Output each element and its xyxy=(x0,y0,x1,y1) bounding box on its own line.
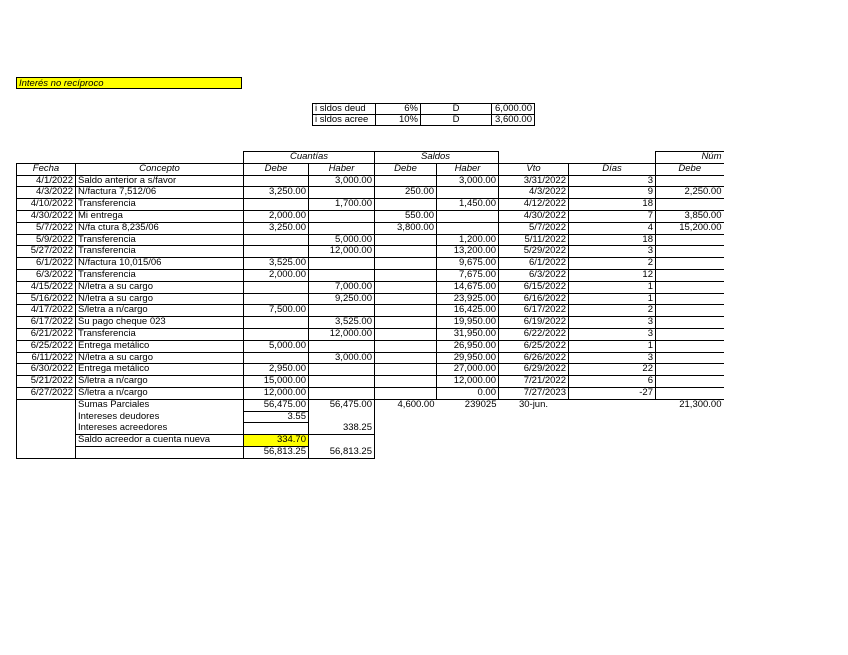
cell-dias[interactable]: 9 xyxy=(569,187,656,199)
int-acreedores-label[interactable]: Intereses acreedores xyxy=(76,423,244,435)
cell-haber[interactable] xyxy=(309,258,375,270)
total-debe[interactable]: 56,813.25 xyxy=(244,446,309,458)
totals-row xyxy=(17,446,724,458)
cell-haber[interactable] xyxy=(309,376,375,388)
cell-fecha[interactable]: 6/30/2022 xyxy=(17,364,76,376)
cell-debe[interactable]: 2,000.00 xyxy=(244,269,309,281)
cell-concepto[interactable]: N/letra a su cargo xyxy=(76,293,244,305)
col-concepto[interactable]: Concepto xyxy=(76,163,244,175)
cell-num-debe[interactable] xyxy=(656,246,724,258)
cell-saldo-haber[interactable]: 23,925.00 xyxy=(437,293,499,305)
table-row xyxy=(17,246,724,258)
cell-dias[interactable]: 1 xyxy=(569,281,656,293)
cell-vto[interactable]: 5/29/2022 xyxy=(499,246,569,258)
cell-concepto[interactable]: Entrega metálico xyxy=(76,364,244,376)
cell-vto[interactable]: 4/3/2022 xyxy=(499,187,569,199)
rate-label[interactable]: i sldos deud xyxy=(313,104,376,115)
sumas-num-debe[interactable]: 21,300.00 xyxy=(656,399,724,411)
cell-dias[interactable]: 1 xyxy=(569,293,656,305)
cell-haber[interactable] xyxy=(309,305,375,317)
cell-haber[interactable]: 9,250.00 xyxy=(309,293,375,305)
sumas-debe[interactable]: 56,475.00 xyxy=(244,399,309,411)
cell-debe[interactable] xyxy=(244,234,309,246)
table-row xyxy=(17,258,724,270)
cell-debe[interactable]: 3,525.00 xyxy=(244,258,309,270)
rate-row xyxy=(313,104,535,115)
cell-fecha[interactable]: 4/10/2022 xyxy=(17,199,76,211)
cell-vto[interactable]: 7/27/2023 xyxy=(499,387,569,399)
cell-dias[interactable]: 2 xyxy=(569,305,656,317)
rate-row xyxy=(313,115,535,126)
cell-concepto[interactable]: Transferencia xyxy=(76,234,244,246)
cell-debe[interactable] xyxy=(244,281,309,293)
cell-saldo-haber[interactable]: 31,950.00 xyxy=(437,328,499,340)
cell-saldo-haber[interactable]: 13,200.00 xyxy=(437,246,499,258)
rate-amount[interactable]: 6,000.00 xyxy=(492,104,535,115)
rate-percent[interactable]: 6% xyxy=(376,104,421,115)
group-num[interactable]: Núm xyxy=(656,152,724,164)
cell-dias[interactable]: 3 xyxy=(569,328,656,340)
cell-saldo-debe[interactable]: 3,800.00 xyxy=(375,222,437,234)
cell-debe[interactable] xyxy=(244,199,309,211)
cell-fecha[interactable]: 5/7/2022 xyxy=(17,222,76,234)
cell-dias[interactable]: 3 xyxy=(569,352,656,364)
cell-num-debe[interactable] xyxy=(656,376,724,388)
cell-fecha[interactable]: 6/3/2022 xyxy=(17,269,76,281)
cell-dias[interactable]: -27 xyxy=(569,387,656,399)
cell-dias[interactable]: 3 xyxy=(569,246,656,258)
cell-fecha[interactable]: 6/1/2022 xyxy=(17,258,76,270)
cell-dias[interactable]: 1 xyxy=(569,340,656,352)
column-header-row xyxy=(17,163,724,175)
table-row xyxy=(17,222,724,234)
cell-saldo-debe[interactable] xyxy=(375,352,437,364)
int-deudores-value[interactable]: 3.55 xyxy=(244,411,309,423)
col-haber[interactable]: Haber xyxy=(309,163,375,175)
table-row xyxy=(17,364,724,376)
table-row xyxy=(17,352,724,364)
cell-saldo-haber[interactable]: 12,000.00 xyxy=(437,376,499,388)
cell-num-debe[interactable] xyxy=(656,340,724,352)
saldo-value[interactable]: 334.70 xyxy=(244,435,309,447)
cell-saldo-debe[interactable] xyxy=(375,258,437,270)
sumas-saldo-debe[interactable]: 4,600.00 xyxy=(375,399,437,411)
cell-debe[interactable]: 7,500.00 xyxy=(244,305,309,317)
cell-saldo-haber[interactable]: 29,950.00 xyxy=(437,352,499,364)
cell-vto[interactable]: 7/21/2022 xyxy=(499,376,569,388)
cell-haber[interactable]: 3,000.00 xyxy=(309,175,375,187)
rate-type[interactable]: D xyxy=(421,115,492,126)
table-row xyxy=(17,281,724,293)
cell-dias[interactable]: 2 xyxy=(569,258,656,270)
ledger-table xyxy=(16,151,724,459)
cell-debe[interactable] xyxy=(244,246,309,258)
cell-concepto[interactable]: Entrega metálico xyxy=(76,340,244,352)
int-acreedores-row xyxy=(17,423,724,435)
table-row xyxy=(17,340,724,352)
cell-saldo-debe[interactable] xyxy=(375,175,437,187)
sumas-row xyxy=(17,399,724,411)
table-row xyxy=(17,199,724,211)
cell-fecha[interactable]: 6/11/2022 xyxy=(17,352,76,364)
cell-num-debe[interactable] xyxy=(656,387,724,399)
cell-debe[interactable] xyxy=(244,328,309,340)
sumas-vto[interactable]: 30-jun. xyxy=(499,399,569,411)
col-vto[interactable]: Vto xyxy=(499,163,569,175)
cell-saldo-haber[interactable]: 0.00 xyxy=(437,387,499,399)
cell-saldo-haber[interactable]: 27,000.00 xyxy=(437,364,499,376)
rate-type[interactable]: D xyxy=(421,104,492,115)
total-haber[interactable]: 56,813.25 xyxy=(309,446,375,458)
table-row xyxy=(17,175,724,187)
cell-haber[interactable]: 1,700.00 xyxy=(309,199,375,211)
rate-label[interactable]: i sldos acree xyxy=(313,115,376,126)
cell-vto[interactable]: 6/22/2022 xyxy=(499,328,569,340)
cell-concepto[interactable]: N/factura 7,512/06 xyxy=(76,187,244,199)
cell-fecha[interactable]: 4/15/2022 xyxy=(17,281,76,293)
rates-table xyxy=(312,103,535,126)
cell-dias[interactable]: 6 xyxy=(569,376,656,388)
saldo-label[interactable]: Saldo acreedor a cuenta nueva xyxy=(76,435,244,447)
cell-fecha[interactable]: 4/17/2022 xyxy=(17,305,76,317)
group-cuantias[interactable]: Cuantías xyxy=(244,152,375,164)
cell-num-debe[interactable] xyxy=(656,352,724,364)
cell-haber[interactable] xyxy=(309,364,375,376)
cell-vto[interactable]: 6/29/2022 xyxy=(499,364,569,376)
rate-percent[interactable]: 10% xyxy=(376,115,421,126)
table-row xyxy=(17,293,724,305)
col-fecha[interactable]: Fecha xyxy=(17,163,76,175)
cell-vto[interactable]: 6/26/2022 xyxy=(499,352,569,364)
cell-saldo-debe[interactable]: 250.00 xyxy=(375,187,437,199)
cell-debe[interactable] xyxy=(244,175,309,187)
cell-dias[interactable]: 3 xyxy=(569,175,656,187)
cell-num-debe[interactable] xyxy=(656,364,724,376)
cell-debe[interactable]: 2,950.00 xyxy=(244,364,309,376)
cell-fecha[interactable]: 5/9/2022 xyxy=(17,234,76,246)
cell-num-debe[interactable] xyxy=(656,175,724,187)
cell-num-debe[interactable] xyxy=(656,317,724,329)
cell-fecha[interactable]: 6/27/2022 xyxy=(17,387,76,399)
col-dias[interactable]: Días xyxy=(569,163,656,175)
cell-debe[interactable]: 3,250.00 xyxy=(244,222,309,234)
cell-haber[interactable] xyxy=(309,222,375,234)
group-header-row xyxy=(17,152,724,164)
cell-num-debe[interactable]: 2,250.00 xyxy=(656,187,724,199)
cell-debe[interactable]: 12,000.00 xyxy=(244,387,309,399)
cell-haber[interactable] xyxy=(309,269,375,281)
cell-saldo-debe[interactable] xyxy=(375,376,437,388)
cell-saldo-haber[interactable]: 16,425.00 xyxy=(437,305,499,317)
cell-haber[interactable]: 12,000.00 xyxy=(309,246,375,258)
cell-haber[interactable]: 3,000.00 xyxy=(309,352,375,364)
cell-num-debe[interactable] xyxy=(656,199,724,211)
cell-num-debe[interactable] xyxy=(656,305,724,317)
int-deudores-label[interactable]: Intereses deudores xyxy=(76,411,244,423)
cell-vto[interactable]: 4/12/2022 xyxy=(499,199,569,211)
cell-saldo-haber[interactable]: 26,950.00 xyxy=(437,340,499,352)
table-row xyxy=(17,387,724,399)
cell-fecha[interactable]: 4/1/2022 xyxy=(17,175,76,187)
cell-fecha[interactable]: 4/3/2022 xyxy=(17,187,76,199)
cell-dias[interactable]: 18 xyxy=(569,234,656,246)
int-acreedores-value[interactable]: 338.25 xyxy=(309,423,375,435)
cell-debe[interactable] xyxy=(244,293,309,305)
cell-concepto[interactable]: N/letra a su cargo xyxy=(76,281,244,293)
cell-fecha[interactable]: 5/21/2022 xyxy=(17,376,76,388)
table-row xyxy=(17,317,724,329)
cell-concepto[interactable]: S/letra a n/cargo xyxy=(76,305,244,317)
cell-concepto[interactable]: N/fa ctura 8,235/06 xyxy=(76,222,244,234)
cell-debe[interactable]: 5,000.00 xyxy=(244,340,309,352)
cell-vto[interactable]: 6/16/2022 xyxy=(499,293,569,305)
cell-fecha[interactable]: 4/30/2022 xyxy=(17,210,76,222)
cell-haber[interactable] xyxy=(309,340,375,352)
cell-concepto[interactable]: Transferencia xyxy=(76,246,244,258)
sheet-title: Interés no recíproco xyxy=(16,77,242,89)
cell-debe[interactable] xyxy=(244,352,309,364)
table-row xyxy=(17,234,724,246)
table-row xyxy=(17,376,724,388)
cell-fecha[interactable]: 6/17/2022 xyxy=(17,317,76,329)
cell-concepto[interactable]: Su pago cheque 023 xyxy=(76,317,244,329)
cell-saldo-haber[interactable]: 19,950.00 xyxy=(437,317,499,329)
cell-concepto[interactable]: N/factura 10,015/06 xyxy=(76,258,244,270)
cell-saldo-debe[interactable] xyxy=(375,199,437,211)
cell-saldo-haber[interactable]: 3,000.00 xyxy=(437,175,499,187)
cell-num-debe[interactable] xyxy=(656,234,724,246)
cell-vto[interactable]: 4/30/2022 xyxy=(499,210,569,222)
cell-dias[interactable]: 18 xyxy=(569,199,656,211)
cell-saldo-debe[interactable] xyxy=(375,364,437,376)
cell-haber[interactable] xyxy=(309,210,375,222)
cell-saldo-debe[interactable] xyxy=(375,234,437,246)
cell-num-debe[interactable] xyxy=(656,269,724,281)
cell-fecha[interactable]: 5/27/2022 xyxy=(17,246,76,258)
cell-num-debe[interactable] xyxy=(656,281,724,293)
cell-saldo-haber[interactable]: 1,450.00 xyxy=(437,199,499,211)
saldo-row xyxy=(17,435,724,447)
cell-vto[interactable]: 3/31/2022 xyxy=(499,175,569,187)
cell-num-debe[interactable] xyxy=(656,328,724,340)
cell-dias[interactable]: 12 xyxy=(569,269,656,281)
cell-num-debe[interactable] xyxy=(656,293,724,305)
cell-haber[interactable]: 12,000.00 xyxy=(309,328,375,340)
cell-vto[interactable]: 6/17/2022 xyxy=(499,305,569,317)
cell-vto[interactable]: 6/19/2022 xyxy=(499,317,569,329)
cell-dias[interactable]: 4 xyxy=(569,222,656,234)
cell-debe[interactable]: 3,250.00 xyxy=(244,187,309,199)
cell-dias[interactable]: 22 xyxy=(569,364,656,376)
cell-num-debe[interactable]: 3,850.00 xyxy=(656,210,724,222)
sumas-label[interactable]: Sumas Parciales xyxy=(76,399,244,411)
cell-num-debe[interactable] xyxy=(656,258,724,270)
table-row xyxy=(17,269,724,281)
cell-debe[interactable] xyxy=(244,317,309,329)
cell-saldo-debe[interactable] xyxy=(375,328,437,340)
cell-dias[interactable]: 7 xyxy=(569,210,656,222)
cell-saldo-haber[interactable]: 7,675.00 xyxy=(437,269,499,281)
cell-fecha[interactable]: 5/16/2022 xyxy=(17,293,76,305)
cell-haber[interactable]: 3,525.00 xyxy=(309,317,375,329)
table-row xyxy=(17,210,724,222)
int-deudores-row xyxy=(17,411,724,423)
cell-saldo-haber[interactable]: 1,200.00 xyxy=(437,234,499,246)
cell-concepto[interactable]: Transferencia xyxy=(76,328,244,340)
cell-saldo-haber[interactable] xyxy=(437,222,499,234)
cell-saldo-haber[interactable] xyxy=(437,187,499,199)
cell-concepto[interactable]: Transferencia xyxy=(76,269,244,281)
cell-saldo-debe[interactable] xyxy=(375,387,437,399)
cell-saldo-debe[interactable]: 550.00 xyxy=(375,210,437,222)
cell-saldo-debe[interactable] xyxy=(375,305,437,317)
col-saldo-debe[interactable]: Debe xyxy=(375,163,437,175)
cell-saldo-debe[interactable] xyxy=(375,293,437,305)
cell-vto[interactable]: 5/11/2022 xyxy=(499,234,569,246)
cell-saldo-debe[interactable] xyxy=(375,317,437,329)
cell-vto[interactable]: 5/7/2022 xyxy=(499,222,569,234)
cell-concepto[interactable]: Mi entrega xyxy=(76,210,244,222)
table-row xyxy=(17,187,724,199)
col-num-debe[interactable]: Debe xyxy=(656,163,724,175)
cell-saldo-debe[interactable] xyxy=(375,269,437,281)
table-row xyxy=(17,328,724,340)
cell-concepto[interactable]: N/letra a su cargo xyxy=(76,352,244,364)
table-row xyxy=(17,305,724,317)
sumas-saldo-haber[interactable]: 239025 xyxy=(437,399,499,411)
col-debe[interactable]: Debe xyxy=(244,163,309,175)
cell-num-debe[interactable]: 15,200.00 xyxy=(656,222,724,234)
cell-saldo-debe[interactable] xyxy=(375,246,437,258)
cell-debe[interactable]: 15,000.00 xyxy=(244,376,309,388)
cell-fecha[interactable]: 6/21/2022 xyxy=(17,328,76,340)
cell-debe[interactable]: 2,000.00 xyxy=(244,210,309,222)
cell-concepto[interactable]: Transferencia xyxy=(76,199,244,211)
cell-dias[interactable]: 3 xyxy=(569,317,656,329)
cell-haber[interactable] xyxy=(309,387,375,399)
cell-saldo-haber[interactable]: 14,675.00 xyxy=(437,281,499,293)
cell-saldo-haber[interactable] xyxy=(437,210,499,222)
cell-saldo-debe[interactable] xyxy=(375,340,437,352)
cell-concepto[interactable]: S/letra a n/cargo xyxy=(76,376,244,388)
sumas-haber[interactable]: 56,475.00 xyxy=(309,399,375,411)
cell-concepto[interactable]: Saldo anterior a s/favor xyxy=(76,175,244,187)
rate-amount[interactable]: 3,600.00 xyxy=(492,115,535,126)
cell-haber[interactable]: 7,000.00 xyxy=(309,281,375,293)
cell-haber[interactable] xyxy=(309,187,375,199)
cell-vto[interactable]: 6/25/2022 xyxy=(499,340,569,352)
group-saldos[interactable]: Saldos xyxy=(375,152,499,164)
cell-vto[interactable]: 6/1/2022 xyxy=(499,258,569,270)
cell-saldo-haber[interactable]: 9,675.00 xyxy=(437,258,499,270)
cell-concepto[interactable]: S/letra a n/cargo xyxy=(76,387,244,399)
col-saldo-haber[interactable]: Haber xyxy=(437,163,499,175)
cell-haber[interactable]: 5,000.00 xyxy=(309,234,375,246)
cell-vto[interactable]: 6/15/2022 xyxy=(499,281,569,293)
cell-saldo-debe[interactable] xyxy=(375,281,437,293)
cell-vto[interactable]: 6/3/2022 xyxy=(499,269,569,281)
cell-fecha[interactable]: 6/25/2022 xyxy=(17,340,76,352)
